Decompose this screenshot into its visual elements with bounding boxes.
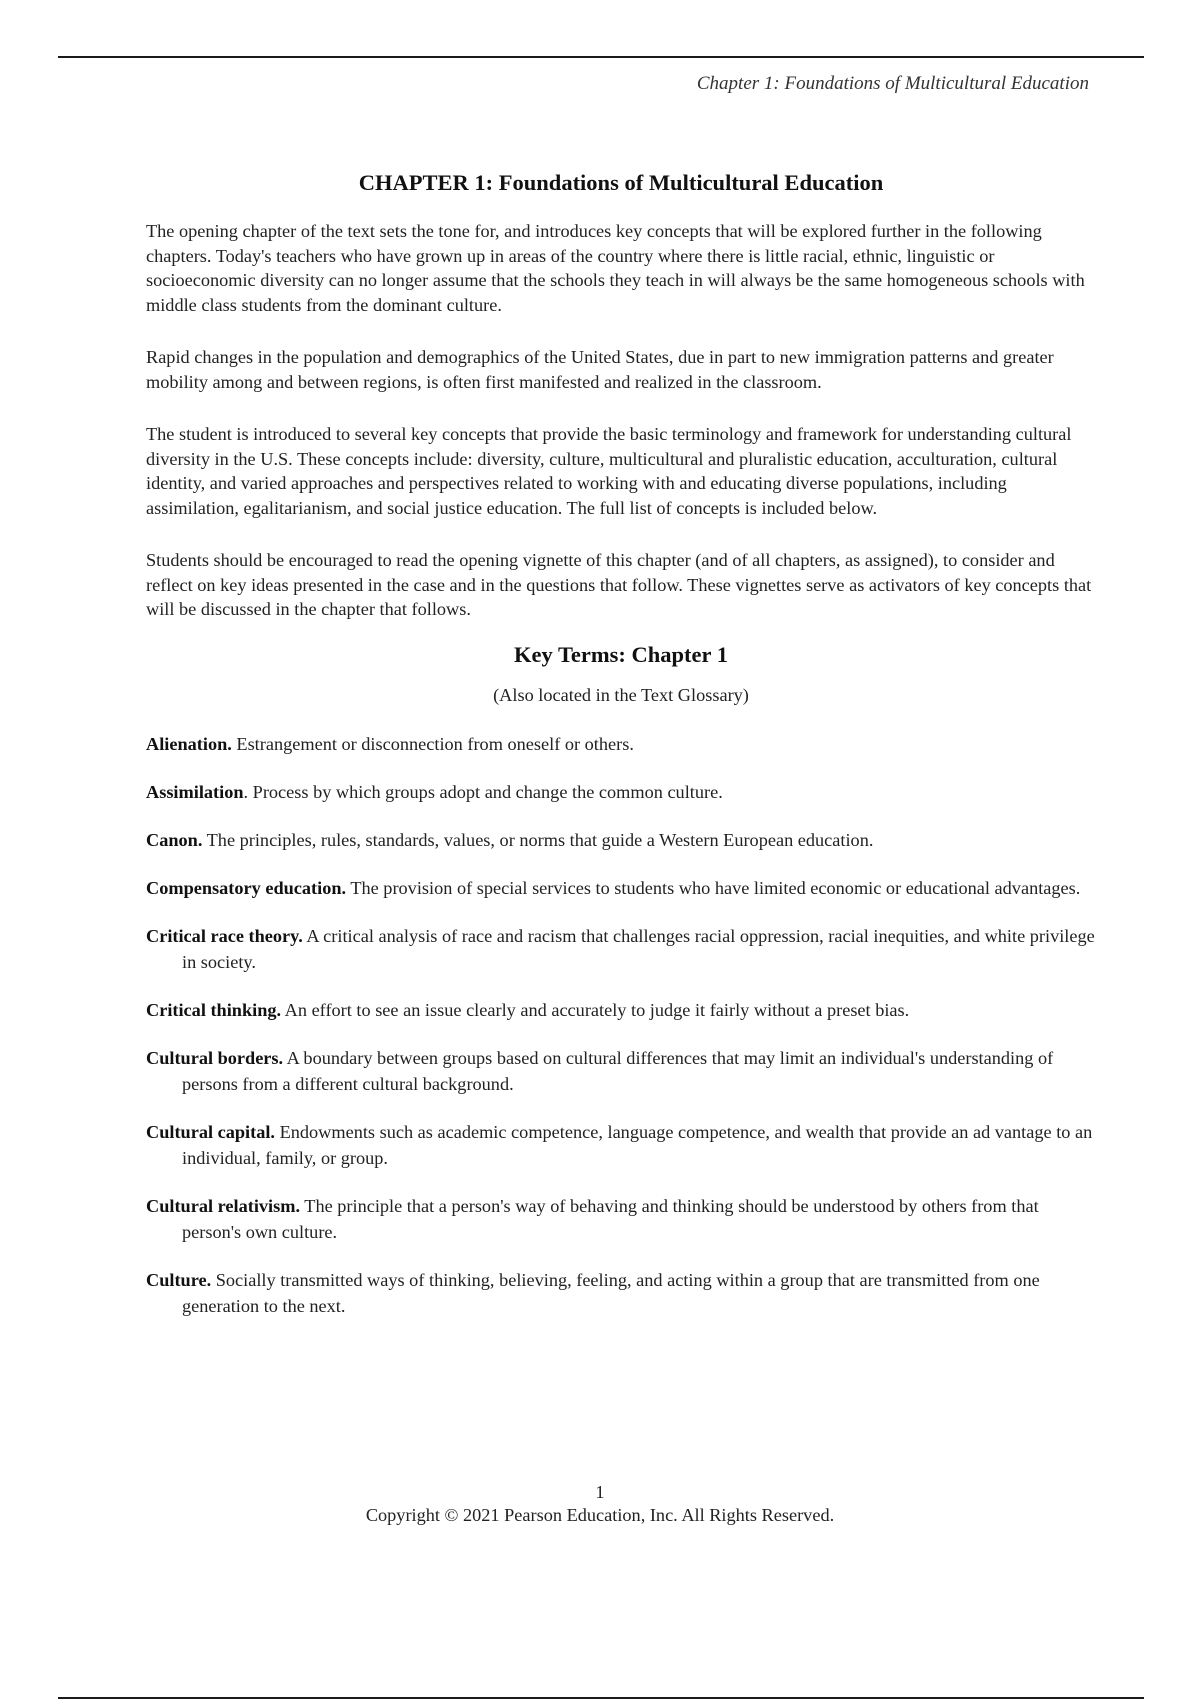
- term-name: Canon.: [146, 829, 203, 850]
- term-name: Assimilation: [146, 781, 244, 802]
- term-name: Cultural relativism.: [146, 1195, 301, 1216]
- intro-section: [146, 219, 1096, 622]
- term-name: Critical race theory.: [146, 925, 303, 946]
- bottom-rule: [58, 1697, 1144, 1699]
- term-definition: Endowments such as academic competence, language competence, and wealth that provide an ad vantage to an individual, family, or group.: [182, 1121, 1093, 1168]
- top-rule: [58, 56, 1144, 58]
- intro-paragraph: Students should be encouraged to read the opening vignette of this chapter (and of all chapters, as assigned), to consider and reflect on key ideas presented in the case and in the questions that follow. These vignettes serve as activators of key concepts that will be discussed in the chapter that follows.: [146, 550, 1092, 619]
- intro-paragraph: Rapid changes in the population and demographics of the United States, due in part to new immigration patterns and greater mobility among and between regions, is often first manifested and realized in the classroom.: [146, 347, 1054, 392]
- term-entry: [146, 827, 1096, 853]
- key-terms-title: Key Terms: Chapter 1: [514, 641, 728, 667]
- term-definition: An effort to see an issue clearly and accurately to judge it fairly without a preset bias.: [281, 999, 910, 1020]
- intro-paragraph: The student is introduced to several key concepts that provide the basic terminology and framework for understanding cultural diversity in the U.S. These concepts include: diversity, culture, multicultural and pluralistic education, acculturation, cultural identity, and varied approaches and perspectives related to working with and educating diverse populations, including assimilation, egalitarianism, and social justice education. The full list of concepts is included below.: [146, 424, 1072, 518]
- term-definition: . Process by which groups adopt and change the common culture.: [243, 781, 723, 802]
- term-entry: [146, 1119, 1096, 1171]
- term-definition: A critical analysis of race and racism that challenges racial oppression, racial inequities, and white privilege in society.: [182, 925, 1095, 972]
- term-name: Cultural capital.: [146, 1121, 275, 1142]
- term-entry: [146, 731, 1096, 757]
- page-number: 1: [595, 1482, 605, 1502]
- term-entry: [146, 1045, 1096, 1097]
- page-content: [146, 168, 1096, 1341]
- term-definition: The principle that a person's way of behaving and thinking should be understood by others from that person's own culture.: [182, 1195, 1039, 1242]
- term-name: Critical thinking.: [146, 999, 282, 1020]
- term-definition: A boundary between groups based on cultural differences that may limit an individual's understanding of persons from a different cultural background.: [182, 1047, 1054, 1094]
- running-head: Chapter 1: Foundations of Multicultural Education: [696, 73, 1089, 94]
- copyright-notice: Copyright © 2021 Pearson Education, Inc. All Rights Reserved.: [365, 1505, 835, 1525]
- term-entry: [146, 1267, 1096, 1319]
- term-name: Alienation.: [146, 733, 232, 754]
- term-definition: Estrangement or disconnection from oneself or others.: [231, 733, 634, 754]
- term-entry: [146, 923, 1096, 975]
- term-definition: Socially transmitted ways of thinking, believing, feeling, and acting within a group that are transmitted from one generation to the next.: [182, 1269, 1040, 1316]
- term-name: Compensatory education.: [146, 877, 347, 898]
- term-name: Cultural borders.: [146, 1047, 284, 1068]
- term-definition: The principles, rules, standards, values, or norms that guide a Western European education.: [202, 829, 874, 850]
- term-entry: [146, 1193, 1096, 1245]
- intro-paragraph: The opening chapter of the text sets the tone for, and introduces key concepts that will be explored further in the following chapters. Today's teachers who have grown up in areas of the country where there is little racial, ethnic, linguistic or socioeconomic diversity can no longer assume that the schools they teach in will always be the same homogeneous schools with middle class students from the dominant culture.: [146, 221, 1085, 315]
- page-footer: [0, 1481, 1200, 1527]
- term-entry: [146, 875, 1096, 901]
- key-terms-list: [146, 731, 1096, 1319]
- term-definition: The provision of special services to students who have limited economic or educational advantages.: [346, 877, 1081, 898]
- term-name: Culture.: [146, 1269, 212, 1290]
- term-entry: [146, 997, 1096, 1023]
- term-entry: [146, 779, 1096, 805]
- chapter-title: CHAPTER 1: Foundations of Multicultural Education: [358, 170, 884, 195]
- key-terms-subtitle: (Also located in the Text Glossary): [493, 684, 749, 705]
